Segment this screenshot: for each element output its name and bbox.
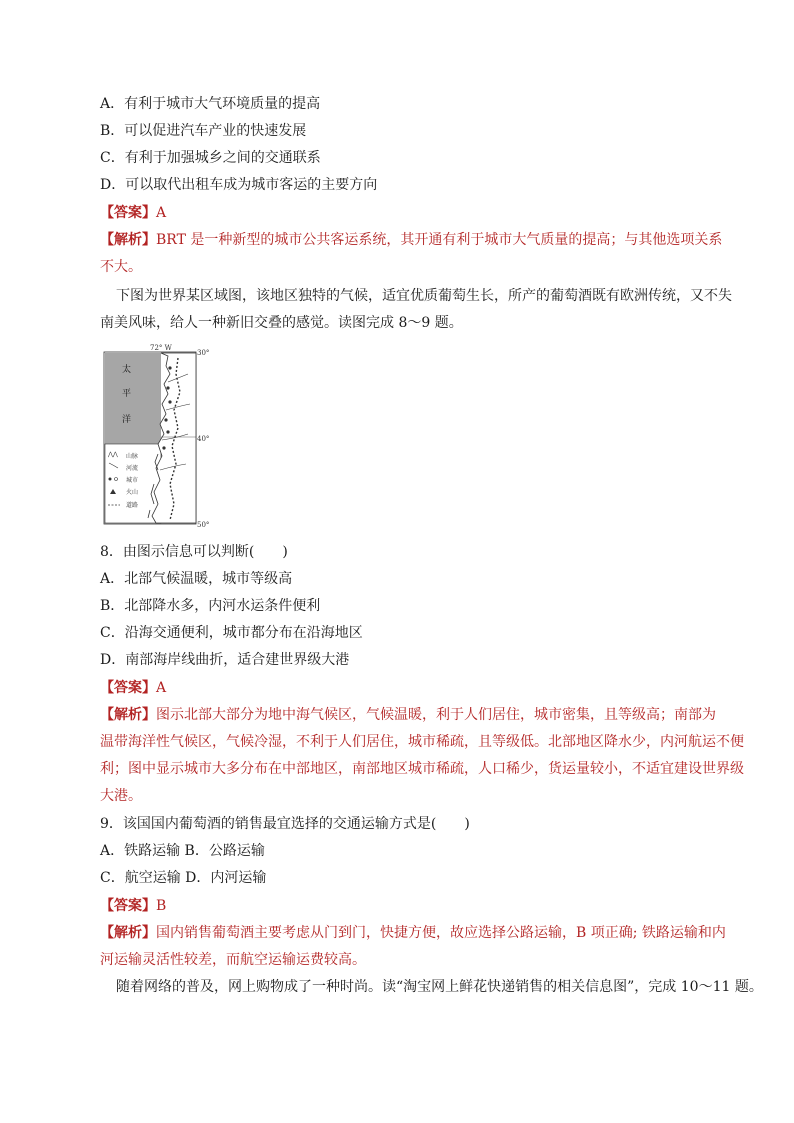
- city-icon: [109, 478, 112, 481]
- analysis-tag: 【解析】: [100, 232, 156, 248]
- legend-road: 道路: [126, 502, 139, 509]
- intro-8-9-line-1: 下图为世界某区域图，该地区独特的气候，适宜优质葡萄生长，所产的葡萄酒既有欧洲传统，又不失: [116, 288, 732, 304]
- q8-analysis: [100, 706, 716, 724]
- legend-river: 河流: [126, 465, 139, 472]
- legend-city: 城市: [126, 477, 139, 484]
- q9-answer: [100, 897, 166, 915]
- ocean-char-1: 太: [122, 365, 132, 375]
- answer-value: B: [156, 898, 167, 914]
- q8-analysis-line-4: 大港。: [100, 788, 142, 804]
- ocean-char-3: 洋: [122, 415, 132, 425]
- region-map-svg: [100, 344, 210, 529]
- analysis-text: 图示北部大部分为地中海气候区，气候温暖，利于人们居住，城市密集，且等级高；南部为: [156, 707, 716, 723]
- q8-option-d: D．南部海岸线曲折，适合建世界级大港: [100, 652, 350, 668]
- q7-answer: [100, 204, 166, 222]
- q7-option-a: A．有利于城市大气环境质量的提高: [100, 96, 321, 112]
- q7-option-c: C．有利于加强城乡之间的交通联系: [100, 150, 321, 166]
- analysis-text: BRT 是一种新型的城市公共客运系统，其开通有利于城市大气质量的提高；与其他选项关系: [156, 232, 723, 248]
- q8-option-b: B．北部降水多，内河水运条件便利: [100, 598, 321, 614]
- intro-8-9-line-2: 南美风味，给人一种新旧交叠的感觉。读图完成 8～9 题。: [100, 315, 463, 331]
- latitude-label-40: 40°: [197, 435, 210, 443]
- q8-stem: 8．由图示信息可以判断( ): [100, 544, 288, 560]
- intro-10-11: 随着网络的普及，网上购物成了一种时尚。读“淘宝网上鲜花快递销售的相关信息图”，完成 10～11 题。: [116, 979, 763, 995]
- answer-value: A: [156, 680, 167, 696]
- analysis-text: 国内销售葡萄酒主要考虑从门到门，快捷方便，故应选择公路运输，B 项正确; 铁路运输和内: [156, 925, 726, 941]
- answer-tag: 【答案】: [100, 680, 156, 696]
- q9-stem: 9．该国国内葡萄酒的销售最宜选择的交通运输方式是( ): [100, 816, 470, 832]
- q8-answer: [100, 679, 166, 697]
- longitude-label: 72° W: [150, 344, 172, 352]
- latitude-label-50: 50°: [197, 521, 210, 529]
- region-map: [100, 344, 210, 529]
- answer-tag: 【答案】: [100, 205, 156, 221]
- legend-volcano: 火山: [126, 489, 139, 496]
- q8-option-c: C．沿海交通便利，城市都分布在沿海地区: [100, 625, 363, 641]
- analysis-tag: 【解析】: [100, 925, 156, 941]
- ocean-area: [105, 353, 161, 415]
- q8-option-a: A．北部气候温暖，城市等级高: [100, 571, 293, 587]
- legend-mountain: 山脉: [126, 453, 139, 460]
- q9-options-cd: C．航空运输 D．内河运输: [100, 870, 267, 886]
- ocean-char-2: 平: [122, 389, 132, 399]
- mountain-icon: ⋀⋀: [108, 451, 118, 458]
- answer-value: A: [156, 205, 167, 221]
- q8-analysis-line-3: 利；图中显示城市大多分布在中部地区，南部地区城市稀疏，人口稀少，货运量较小，不适宜建设世界级: [100, 761, 744, 777]
- q7-analysis: [100, 231, 722, 249]
- q9-analysis: [100, 924, 726, 942]
- q7-analysis-line-2: 不大。: [100, 259, 142, 275]
- q7-option-d: D．可以取代出租车成为城市客运的主要方向: [100, 177, 378, 193]
- q9-analysis-line-2: 河运输灵活性较差，而航空运输运费较高。: [100, 952, 366, 968]
- analysis-tag: 【解析】: [100, 707, 156, 723]
- answer-tag: 【答案】: [100, 898, 156, 914]
- q7-option-b: B．可以促进汽车产业的快速发展: [100, 123, 307, 139]
- q8-analysis-line-2: 温带海洋性气候区，气候冷湿，不利于人们居住，城市稀疏，且等级低。北部地区降水少，内河航运不便: [100, 734, 744, 750]
- latitude-label-30: 30°: [197, 349, 210, 357]
- q9-options-ab: A．铁路运输 B．公路运输: [100, 843, 265, 859]
